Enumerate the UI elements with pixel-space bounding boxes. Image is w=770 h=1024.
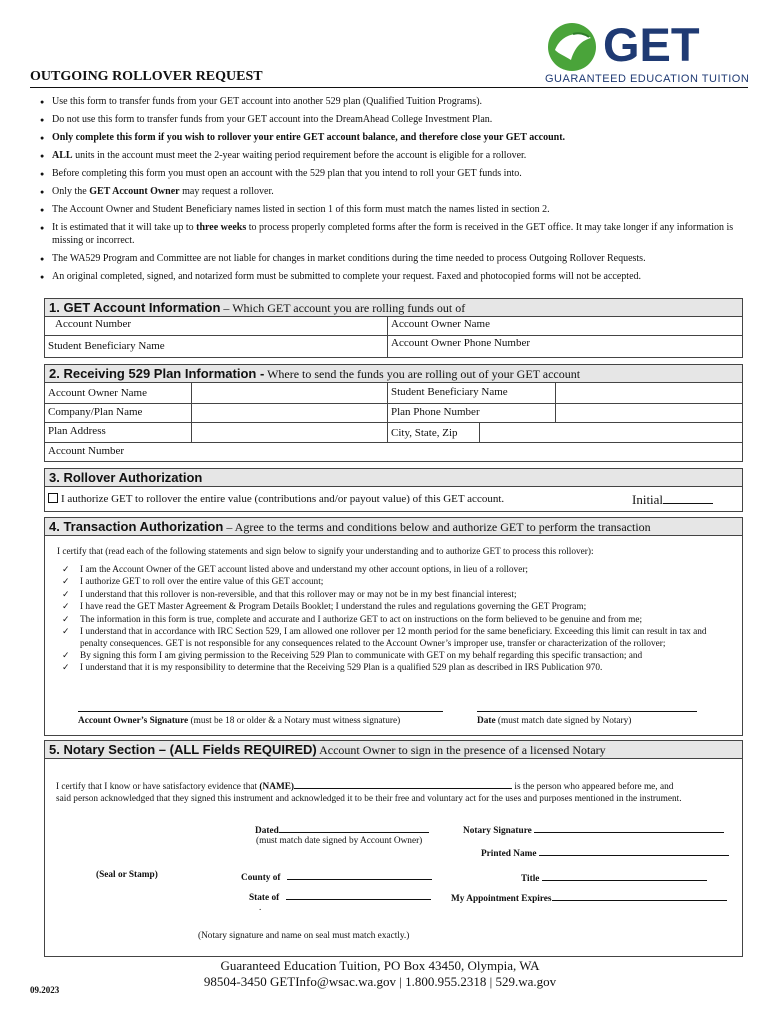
stray-dot: . [259, 903, 262, 913]
city-state-zip-label: City, State, Zip [391, 427, 458, 439]
account-owner-name-label: Account Owner Name [391, 318, 490, 330]
dated-field: Dated [255, 823, 429, 836]
instruction-item: ● Do not use this form to transfer funds from your GET account into the DreamAhead College Investment Plan. [30, 114, 745, 127]
section-3-header: 3. Rollover Authorization [45, 469, 742, 487]
company-plan-name-label: Company/Plan Name [48, 406, 143, 418]
section-rollover-authorization [44, 468, 743, 512]
form-title: OUTGOING ROLLOVER REQUEST [30, 69, 263, 84]
account-number-label: Account Number [55, 318, 132, 330]
instructions-list [30, 96, 745, 289]
instruction-item: ● Only complete this form if you wish to rollover your entire GET account balance, and therefore close your GET account. [30, 132, 745, 145]
logo-wordmark: GET [603, 18, 700, 71]
certification-item: ✓ I have read the GET Master Agreement & Program Details Booklet; I understand the rules and regulations governing the GET Program; [62, 602, 727, 614]
section-4-header: 4. Transaction Authorization – Agree to the terms and conditions below and authorize GET to perform the transaction [45, 518, 742, 536]
authorize-rollover-checkbox[interactable] [48, 493, 58, 503]
seal-or-stamp-label: (Seal or Stamp) [96, 870, 158, 880]
certification-statements [62, 565, 727, 676]
instruction-item: ● Before completing this form you must open an account with the 529 plan that you intend to roll your GET funds into. [30, 168, 745, 181]
section-1-header: 1. GET Account Information – Which GET account you are rolling funds out of [45, 299, 742, 317]
instruction-item: ● It is estimated that it will take up to three weeks to process properly completed forms after the form is received in the GET office. It may take longer if any information is missing or incorrect. [30, 222, 745, 247]
student-beneficiary-name-label: Student Beneficiary Name [48, 340, 165, 352]
certification-item: ✓ I understand that it is my responsibility to determine that the Receiving 529 Plan is a qualified 529 plan as described in IRS Publication 970. [62, 663, 727, 675]
receiving-account-owner-label: Account Owner Name [48, 387, 147, 399]
owner-signature-line[interactable] [78, 711, 443, 712]
certification-item: ✓ By signing this form I am giving permission to the Receiving 529 Plan to communicate with GET on my behalf regarding this specific transaction; and [62, 651, 727, 663]
owner-date-caption: Date (must match date signed by Notary) [477, 716, 632, 726]
get-logo [545, 18, 750, 88]
notary-certify-line-2: said person acknowledged that they signed this instrument and acknowledged it to be their free and voluntary act for the uses and purposes mentioned in the instrument. [56, 794, 682, 804]
instruction-item: ● The Account Owner and Student Beneficiary names listed in section 1 of this form must match the names listed in section 2. [30, 204, 745, 217]
instruction-item: ● The WA529 Program and Committee are not liable for changes in market conditions during the time needed to process Outgoing Rollover Requests. [30, 253, 745, 266]
logo-subtitle: GUARANTEED EDUCATION TUITION [545, 73, 750, 85]
form-version: 09.2023 [30, 985, 60, 995]
notary-signature-field: Notary Signature [463, 823, 724, 836]
authorize-rollover-option [48, 493, 504, 505]
plan-address-label: Plan Address [48, 425, 106, 437]
footer-address: Guaranteed Education Tuition, PO Box 43450, Olympia, WA 98504-3450 GETInfo@wsac.wa.gov | 1.800.955.2318 | 529.wa.gov [203, 958, 557, 989]
certification-item: ✓ I understand that this rollover is non-reversible, and that this rollover may or may not be in my best financial interest; [62, 590, 727, 602]
certification-item: ✓ I authorize GET to roll over the entire value of this GET account; [62, 577, 727, 589]
account-owner-phone-label: Account Owner Phone Number [391, 337, 530, 349]
globe-leaf-icon [545, 20, 601, 72]
notary-name-field[interactable] [294, 779, 512, 789]
certification-item: ✓ I understand that in accordance with IRC Section 529, I am allowed one rollover per 12 month period for the same beneficiary. Exceeding this limit can result in tax and penalty consequences. GET is not responsible for any consequences related to the Account Owner’s improper use, transfer or characterization of the rollover; [62, 627, 727, 650]
section-receiving-plan-info [44, 364, 743, 462]
section-2-header: 2. Receiving 529 Plan Information - Where to send the funds you are rolling out of your GET account [45, 365, 742, 383]
notary-title-field: Title [521, 871, 707, 884]
owner-date-line[interactable] [477, 711, 697, 712]
instruction-item: ● Only the GET Account Owner may request a rollover. [30, 186, 745, 199]
authorize-rollover-label: I authorize GET to rollover the entire value (contributions and/or payout value) of this GET account. [61, 493, 505, 505]
appointment-expires-field: My Appointment Expires [451, 891, 727, 904]
plan-phone-number-label: Plan Phone Number [391, 406, 480, 418]
section-get-account-info [44, 298, 743, 358]
initial-field[interactable]: Initial [632, 491, 713, 508]
certification-item: ✓ I am the Account Owner of the GET account listed above and understand my other account options, in lieu of a rollover; [62, 565, 727, 577]
owner-signature-caption: Account Owner’s Signature (must be 18 or older & a Notary must witness signature) [78, 716, 401, 726]
certification-item: ✓ The information in this form is true, complete and accurate and I authorize GET to act on instructions on the form believed to be genuine and from me; [62, 615, 727, 627]
instruction-item: ● ALL units in the account must meet the 2-year waiting period requirement before the account is eligible for a rollover. [30, 150, 745, 163]
section-5-header: 5. Notary Section – (ALL Fields REQUIRED) Account Owner to sign in the presence of a licensed Notary [45, 741, 742, 759]
county-of-field: County of [241, 870, 432, 883]
instruction-item: ● An original completed, signed, and notarized form must be submitted to complete your request. Faxed and photocopied forms will not be accepted. [30, 271, 745, 284]
instruction-item: ● Use this form to transfer funds from your GET account into another 529 plan (Qualified Tuition Programs). [30, 96, 745, 109]
dated-note: (must match date signed by Account Owner) [256, 836, 423, 846]
receiving-student-beneficiary-label: Student Beneficiary Name [391, 386, 508, 398]
printed-name-field: Printed Name [481, 846, 729, 859]
receiving-account-number-label: Account Number [48, 445, 125, 457]
certify-intro: I certify that (read each of the following statements and sign below to signify your understanding and to authorize GET to process this rollover): [57, 547, 594, 557]
notary-certify-line: I certify that I know or have satisfactory evidence that (NAME) is the person who appeared before me, and [56, 779, 673, 792]
state-of-field: State of [249, 890, 431, 903]
notary-match-note: (Notary signature and name on seal must match exactly.) [198, 931, 410, 941]
title-divider [30, 87, 748, 88]
